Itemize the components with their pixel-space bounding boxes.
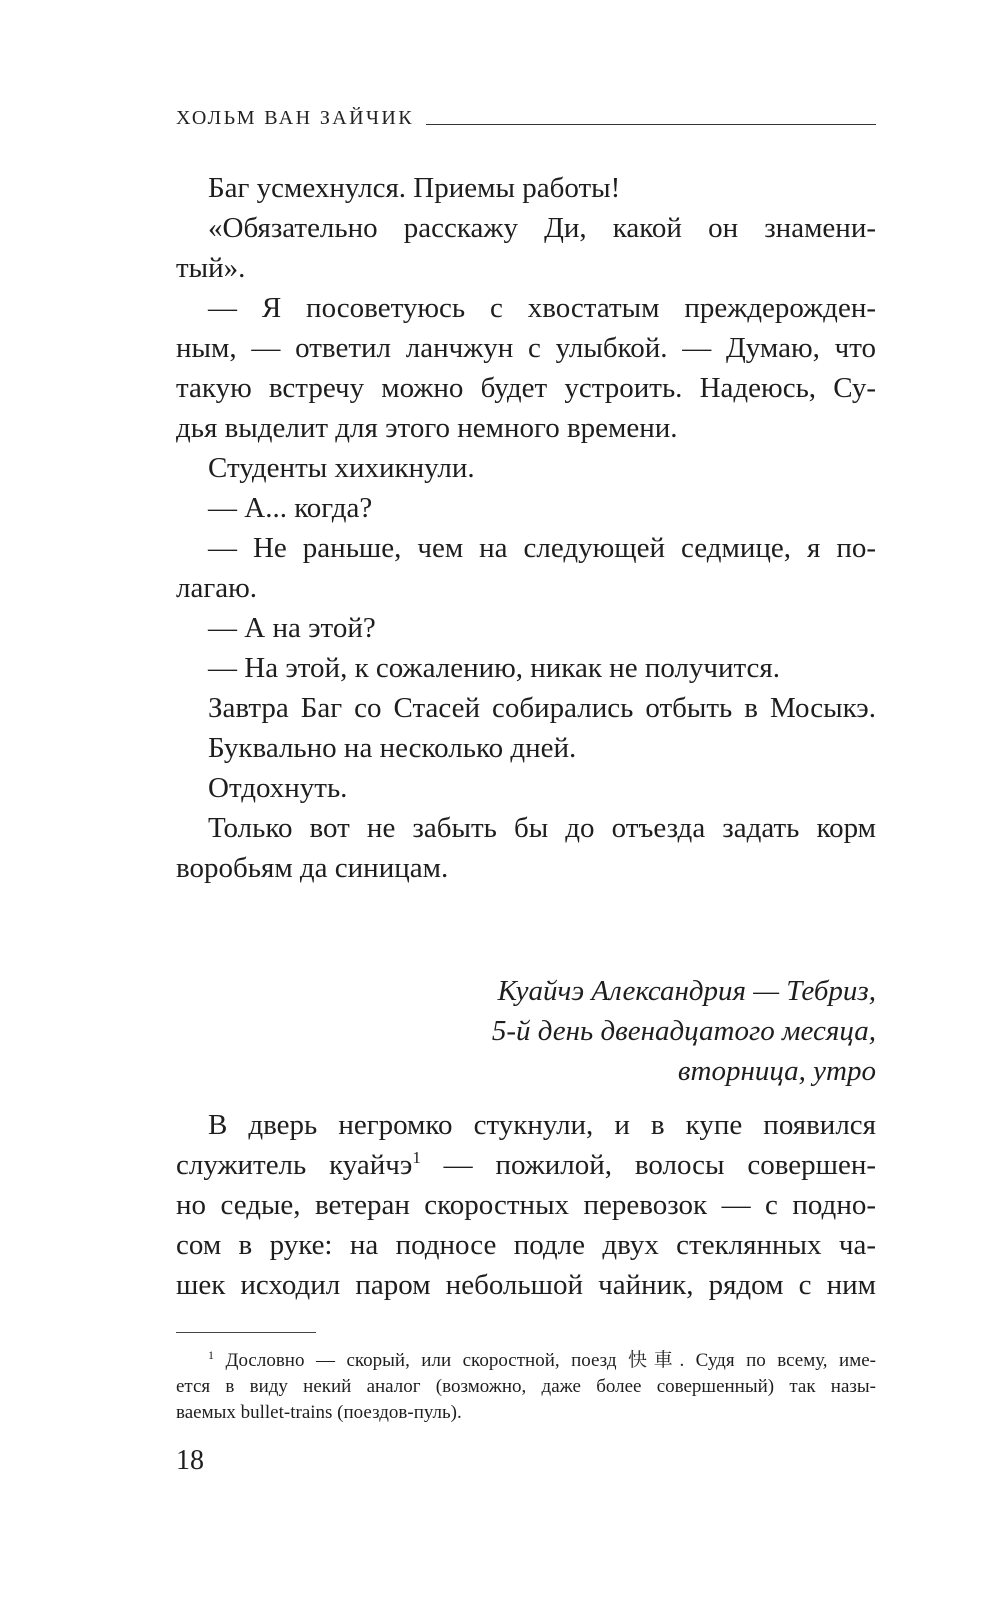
text-fragment: — пожилой, волосы совершен- bbox=[420, 1149, 876, 1181]
footnote bbox=[176, 1348, 876, 1426]
footnote-marker: 1 bbox=[208, 1348, 214, 1362]
text-line: Студенты хихикнули. bbox=[208, 452, 475, 484]
footnote-text: Дословно — скорый, или скоростной, поезд 快車. Судя по всему, име- bbox=[214, 1350, 876, 1371]
text-line-with-footnote bbox=[176, 1145, 876, 1185]
text-line: шек исходил паром небольшой чайник, рядом с ним bbox=[176, 1269, 876, 1301]
footnote-line: ваемых bullet-trains (поездов-пуль). bbox=[176, 1402, 462, 1423]
text-line: — А... когда? bbox=[208, 492, 373, 524]
text-line: Завтра Баг со Стасей собирались отбыть в Мосыкэ. bbox=[208, 692, 876, 724]
text-line: — На этой, к сожалению, никак не получится. bbox=[208, 652, 781, 684]
text-line: «Обязательно расскажу Ди, какой он знамени- bbox=[208, 212, 876, 244]
running-header bbox=[176, 104, 876, 128]
page-number: 18 bbox=[176, 1445, 204, 1476]
main-text-top bbox=[176, 168, 876, 888]
footnote-divider bbox=[176, 1332, 316, 1333]
text-line: — Не раньше, чем на следующей седмице, я по- bbox=[208, 532, 876, 564]
text-line: — Я посоветуюсь с хвостатым преждерожден- bbox=[208, 292, 876, 324]
text-line: сом в руке: на подносе подле двух стеклянных ча- bbox=[176, 1229, 876, 1261]
footnote-line bbox=[176, 1348, 876, 1374]
footnote-reference[interactable]: 1 bbox=[412, 1148, 421, 1167]
text-line: Баг усмехнулся. Приемы работы! bbox=[208, 172, 621, 204]
header-rule bbox=[426, 124, 876, 125]
text-line: тый». bbox=[176, 252, 246, 284]
text-line: Буквально на несколько дней. bbox=[208, 732, 577, 764]
text-line: Отдохнуть. bbox=[208, 772, 348, 804]
text-line: лагаю. bbox=[176, 572, 258, 604]
text-line: ным, — ответил ланчжун с улыбкой. — Думаю, что bbox=[176, 332, 876, 364]
epigraph-line: 5-й день двенадцатого месяца, bbox=[491, 1015, 876, 1047]
epigraph-line: вторница, утро bbox=[677, 1055, 876, 1087]
text-line: дья выделит для этого немного времени. bbox=[176, 412, 678, 444]
text-line: воробьям да синицам. bbox=[176, 852, 449, 884]
footnote-line: ется в виду некий аналог (возможно, даже более совершенный) так назы- bbox=[176, 1376, 876, 1397]
text-line: Только вот не забыть бы до отъезда задать корм bbox=[208, 812, 876, 844]
epigraph-line: Куайчэ Александрия — Тебриз, bbox=[497, 975, 876, 1007]
text-line: но седые, ветеран скоростных перевозок — с подно- bbox=[176, 1189, 876, 1221]
text-line: — А на этой? bbox=[208, 612, 376, 644]
main-text-bottom bbox=[176, 1105, 876, 1305]
text-fragment: служитель куайчэ bbox=[176, 1149, 413, 1181]
text-line: В дверь негромко стукнули, и в купе появился bbox=[208, 1109, 876, 1141]
running-header-author: ХОЛЬМ ВАН ЗАЙЧИК bbox=[176, 107, 414, 129]
text-line: такую встречу можно будет устроить. Надеюсь, Су- bbox=[176, 372, 876, 404]
chapter-epigraph bbox=[176, 971, 876, 1091]
